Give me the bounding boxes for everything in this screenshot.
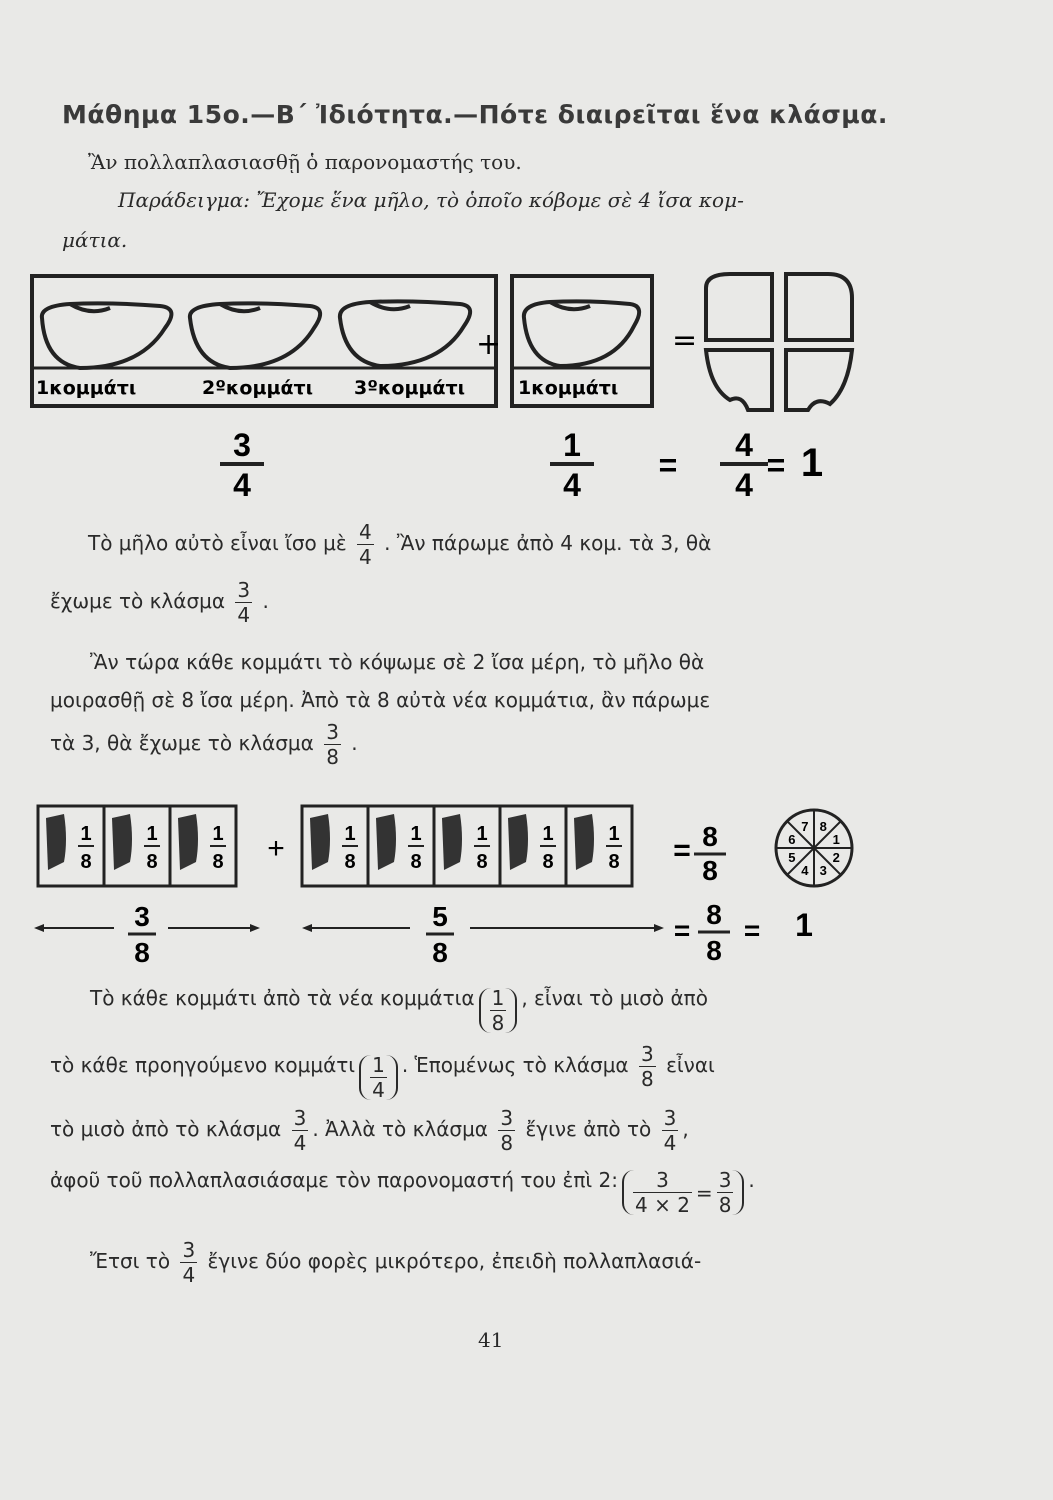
equals-sign-4: =	[673, 834, 691, 867]
apple-quarter-tr	[786, 274, 852, 340]
paragraph-2-line-3: τὰ 3, θὰ ἔχωμε τὸ κλάσμα $\frac{3}{8}$ .	[50, 720, 358, 769]
pie-slice-digit: 3	[819, 863, 827, 879]
left-eighth-cell-num: 1	[80, 823, 92, 845]
apple-slice-4	[524, 301, 639, 366]
pie-slice-digit: 8	[819, 818, 827, 834]
fraction-1-4: $\frac{1}{4}$	[372, 1053, 385, 1102]
paragraph-3-line-3: τὸ μισὸ ἀπὸ τὸ κλάσμα $\frac{3}{4}$ . Ἀλλὰ τὸ κλάσμα $\frac{3}{8}$ ἔγινε ἀπὸ τὸ $\frac{3}{4}$ ,	[50, 1106, 689, 1155]
rule-text: Ἂν πολλαπλασιασθῇ ὁ παρονομαστής του.	[88, 150, 522, 174]
left-eighth-cell-num: 1	[146, 823, 158, 845]
frac-3-4-den: 4	[233, 467, 251, 503]
pie-slice-digit: 7	[801, 818, 809, 834]
brace-total-den: 8	[706, 935, 722, 966]
frac-3-4-num: 3	[233, 427, 251, 463]
right-eighth-cell-den: 8	[344, 851, 356, 873]
fraction-3-4-b: $\frac{3}{4}$	[293, 1106, 307, 1155]
left-eighth-frame	[38, 806, 236, 886]
brace-left-den: 8	[134, 937, 150, 968]
frac-1-4-den: 4	[563, 467, 581, 503]
frac-4-4-num: 4	[735, 427, 753, 463]
paragraph-3-line-2: τὸ κάθε προηγούμενο κομμάτι $\frac{1}{4}$ . Ἑπομένως τὸ κλάσμα $\frac{3}{8}$ εἶναι	[50, 1042, 715, 1102]
apple-slice-3	[340, 301, 470, 366]
fraction-3-over-4x2: $\frac{3}{4 \times 2}$	[635, 1168, 690, 1217]
right-eighth-slice-icon	[574, 814, 594, 870]
apple-quarter-br	[786, 350, 852, 410]
equals-sign-3: =	[766, 447, 786, 483]
example-line-1: Παράδειγμα: Ἔχομε ἕνα μῆλο, τὸ ὁποῖο κόβομε σὲ 4 ἴσα κομ-	[118, 188, 744, 212]
total-num: 8	[702, 821, 718, 852]
pie-slice-digit: 2	[832, 850, 840, 866]
fraction-3-8-c: $\frac{3}{8}$	[500, 1106, 514, 1155]
right-eighth-slice-icon	[310, 814, 330, 870]
paragraph-3-line-4: ἀφοῦ τοῦ πολλαπλασιάσαμε τὸν παρονομαστή του ἐπὶ 2: $\frac{3}{4 \times 2}$ = $\frac{3}{8}$ .	[50, 1168, 755, 1217]
piece-label-3: 3ºκομμάτι	[354, 377, 466, 399]
pie-slice-digit: 1	[832, 831, 840, 847]
fraction-1-8: $\frac{1}{8}$	[491, 986, 505, 1035]
paragraph-2-line-2: μοιρασθῇ σὲ 8 ἴσα μέρη. Ἀπὸ τὰ 8 αὐτὰ νέα κομμάτια, ἂν πάρωμε	[50, 688, 711, 712]
example-line-2: μάτια.	[62, 228, 128, 252]
right-eighth-cell-den: 8	[410, 851, 422, 873]
result-one: 1	[800, 441, 824, 485]
right-eighth-cell-den: 8	[542, 851, 554, 873]
left-eighth-cell-num: 1	[212, 823, 224, 845]
equals-sign-5: =	[673, 915, 691, 946]
right-eighth-slice-icon	[508, 814, 528, 870]
equals-sign-2: =	[658, 447, 678, 483]
frac-1-4-num: 1	[563, 427, 581, 463]
fraction-3-8-d: $\frac{3}{8}$	[718, 1168, 732, 1217]
right-eighth-slice-icon	[442, 814, 462, 870]
apple-slice-1	[42, 303, 172, 368]
apple-quarter-tl	[706, 274, 772, 340]
apple-eighths-figure	[30, 800, 890, 970]
paragraph-1-line-2: ἔχωμε τὸ κλάσμα $\frac{3}{4}$ .	[50, 578, 269, 627]
left-eighth-cell-den: 8	[80, 851, 92, 873]
brace-total-num: 8	[706, 899, 722, 930]
plus-sign-2: +	[267, 832, 285, 865]
left-eighth-slice-icon	[178, 814, 198, 870]
fraction-3-4-c: $\frac{3}{4}$	[663, 1106, 677, 1155]
page-number: 41	[478, 1328, 504, 1352]
frac-4-4-den: 4	[735, 467, 753, 503]
paragraph-1-line-1: Τὸ μῆλο αὐτὸ εἶναι ἴσο μὲ $\frac{4}{4}$ . Ἂν πάρωμε ἀπὸ 4 κομ. τὰ 3, θὰ	[88, 520, 712, 569]
total-den: 8	[702, 855, 718, 886]
left-eighth-slice-icon	[112, 814, 132, 870]
equals-sign: =	[672, 323, 698, 358]
fraction-3-4: $\frac{3}{4}$	[237, 578, 251, 627]
fraction-3-8-b: $\frac{3}{8}$	[640, 1042, 654, 1091]
lesson-title: Μάθημα 15ο.—Β΄ Ἰδιότητα.—Πότε διαιρεῖται ἕνα κλάσμα.	[62, 100, 888, 129]
right-eighth-cell-den: 8	[608, 851, 620, 873]
right-eighth-cell-num: 1	[410, 823, 422, 845]
left-eighth-cell-den: 8	[212, 851, 224, 873]
pie-slice-digit: 5	[788, 850, 796, 866]
right-eighth-cell-num: 1	[608, 823, 620, 845]
plus-sign: +	[476, 327, 502, 362]
right-eighth-cell-num: 1	[344, 823, 356, 845]
piece-label-2: 2ºκομμάτι	[202, 377, 314, 399]
piece-label-1: 1κομμάτι	[36, 377, 137, 399]
brace-right-num: 5	[432, 901, 448, 932]
left-eighth-cell-den: 8	[146, 851, 158, 873]
paragraph-3-line-1: Τὸ κάθε κομμάτι ἀπὸ τὰ νέα κομμάτια $\frac{1}{8}$ , εἶναι τὸ μισὸ ἀπὸ	[90, 986, 708, 1035]
fraction-4-4: $\frac{4}{4}$	[359, 520, 372, 569]
result-one-2: 1	[795, 907, 813, 943]
equals-sign-6: =	[743, 915, 761, 946]
right-eighth-cell-den: 8	[476, 851, 488, 873]
apple-slice-2	[190, 303, 320, 368]
brace-left-num: 3	[134, 901, 150, 932]
fraction-3-4-d: $\frac{3}{4}$	[182, 1238, 196, 1287]
pie-slice-digit: 6	[788, 831, 796, 847]
left-eighth-slice-icon	[46, 814, 66, 870]
apple-eighths-circle	[776, 810, 852, 886]
pie-slice-digit: 4	[801, 863, 809, 879]
fraction-3-8: $\frac{3}{8}$	[326, 720, 339, 769]
piece-label-4: 1κομμάτι	[518, 377, 619, 399]
right-eighth-cell-num: 1	[542, 823, 554, 845]
paragraph-4-line-1: Ἔτσι τὸ $\frac{3}{4}$ ἔγινε δύο φορὲς μικρότερο, ἐπειδὴ πολλαπλασιά-	[90, 1238, 702, 1287]
apple-quarters-figure	[30, 268, 870, 508]
brace-right-den: 8	[432, 937, 448, 968]
paragraph-2-line-1: Ἂν τώρα κάθε κομμάτι τὸ κόψωμε σὲ 2 ἴσα μέρη, τὸ μῆλο θὰ	[90, 650, 705, 674]
apple-quarter-bl	[706, 350, 772, 410]
right-eighth-slice-icon	[376, 814, 396, 870]
right-eighth-cell-num: 1	[476, 823, 488, 845]
